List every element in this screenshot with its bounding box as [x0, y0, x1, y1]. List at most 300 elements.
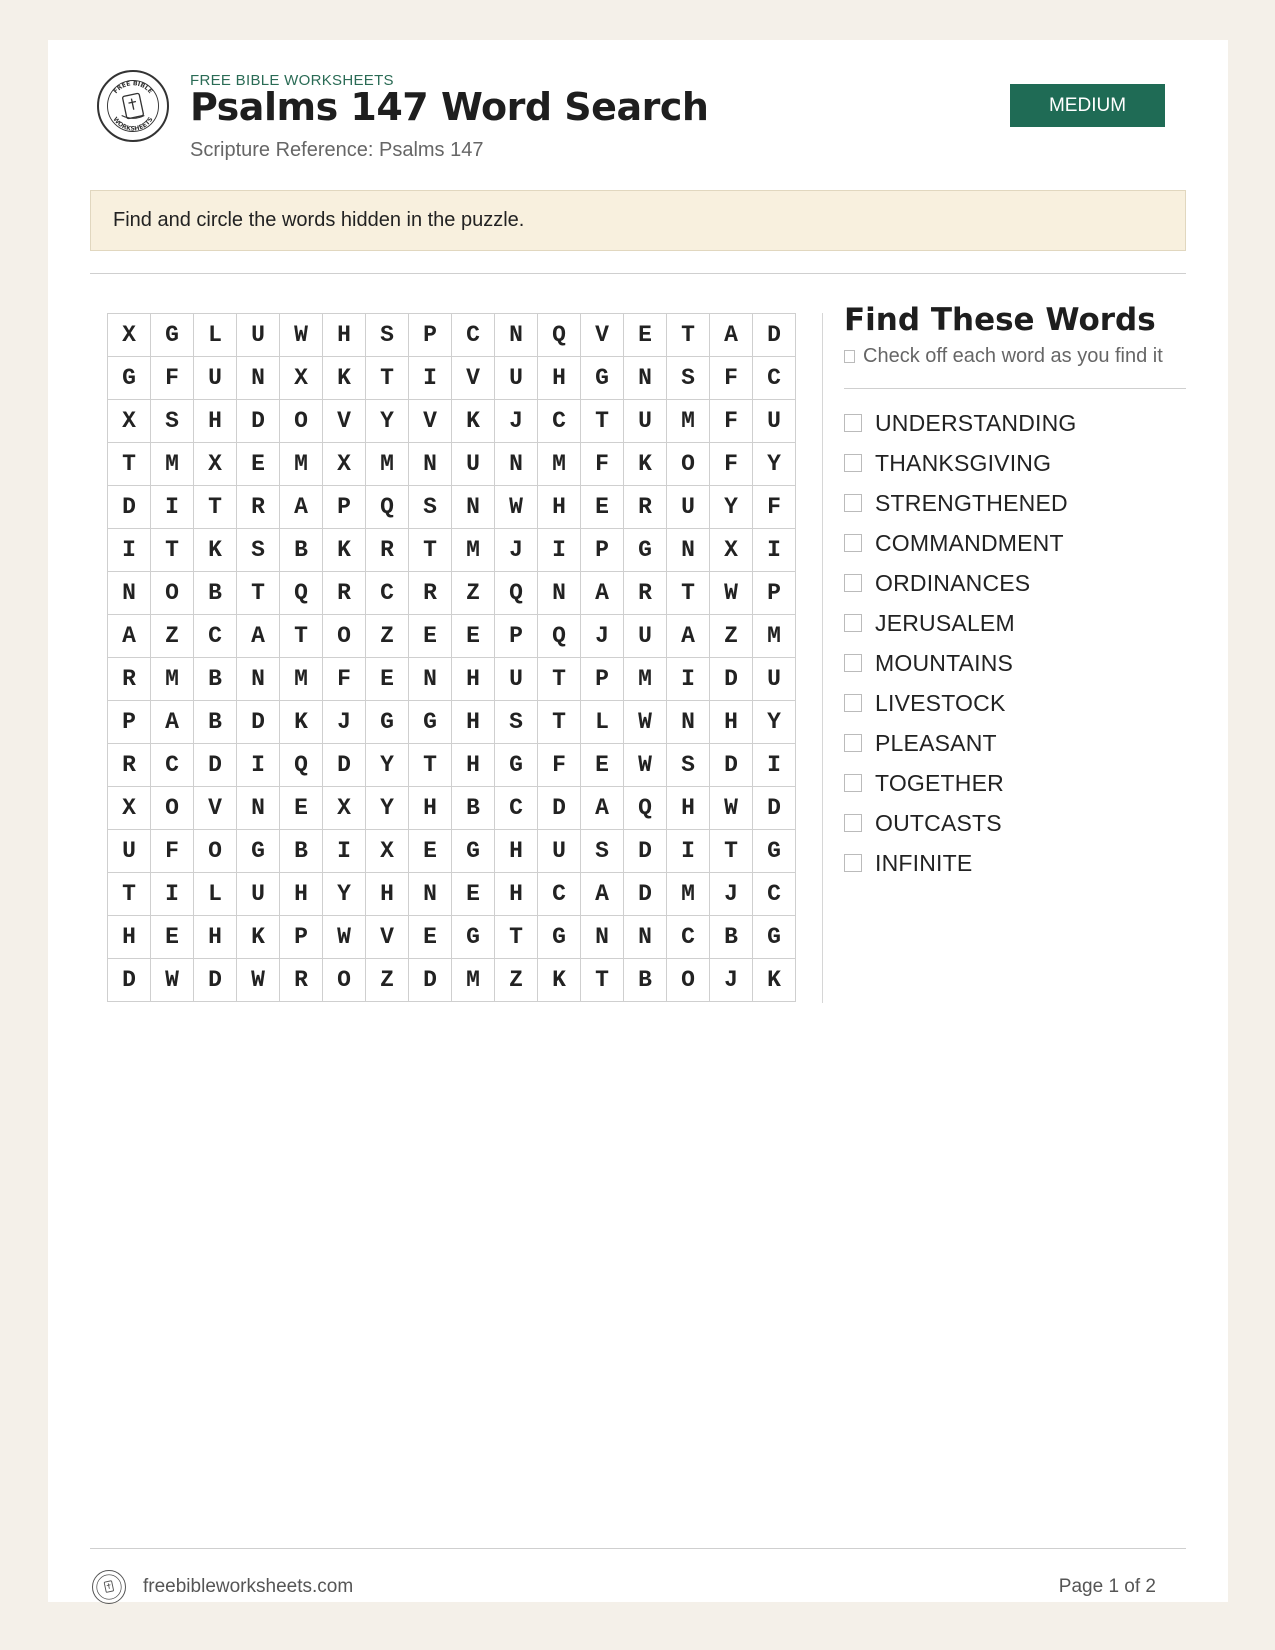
grid-cell: N — [667, 529, 710, 572]
footer-logo-icon — [92, 1570, 126, 1604]
grid-cell: K — [323, 529, 366, 572]
footer-site: freebibleworksheets.com — [143, 1576, 354, 1597]
grid-cell: C — [495, 787, 538, 830]
grid-cell: U — [624, 400, 667, 443]
grid-cell: Q — [366, 486, 409, 529]
grid-row — [108, 787, 796, 830]
grid-cell: T — [538, 658, 581, 701]
grid-cell: D — [237, 400, 280, 443]
grid-cell: K — [624, 443, 667, 486]
grid-cell: J — [495, 529, 538, 572]
svg-text:WORKSHEETS: WORKSHEETS — [111, 115, 155, 133]
grid-cell: H — [194, 916, 237, 959]
grid-cell: F — [581, 443, 624, 486]
footer-divider — [90, 1548, 1186, 1549]
grid-cell: M — [538, 443, 581, 486]
grid-cell: B — [280, 830, 323, 873]
grid-cell: V — [366, 916, 409, 959]
grid-cell: R — [409, 572, 452, 615]
word-checkbox[interactable] — [844, 614, 862, 632]
grid-cell: Y — [710, 486, 753, 529]
grid-cell: O — [194, 830, 237, 873]
grid-cell: R — [366, 529, 409, 572]
grid-cell: S — [581, 830, 624, 873]
grid-cell: N — [108, 572, 151, 615]
grid-cell: W — [495, 486, 538, 529]
grid-cell: D — [624, 830, 667, 873]
grid-cell: S — [667, 744, 710, 787]
grid-cell: D — [108, 486, 151, 529]
page-title: Psalms 147 Word Search — [190, 85, 709, 129]
grid-cell: N — [409, 658, 452, 701]
grid-cell: E — [409, 830, 452, 873]
grid-cell: O — [667, 959, 710, 1002]
grid-cell: O — [323, 959, 366, 1002]
grid-cell: U — [452, 443, 495, 486]
grid-cell: E — [452, 615, 495, 658]
grid-cell: A — [581, 787, 624, 830]
grid-cell: F — [710, 357, 753, 400]
word-checkbox[interactable] — [844, 734, 862, 752]
grid-cell: Z — [495, 959, 538, 1002]
grid-cell: R — [624, 486, 667, 529]
grid-cell: W — [280, 314, 323, 357]
grid-cell: W — [710, 572, 753, 615]
checkbox-icon — [844, 350, 855, 363]
grid-cell: G — [366, 701, 409, 744]
grid-cell: S — [667, 357, 710, 400]
grid-row — [108, 443, 796, 486]
grid-cell: F — [151, 357, 194, 400]
grid-cell: Y — [366, 400, 409, 443]
grid-cell: Q — [280, 744, 323, 787]
word-list-item — [844, 803, 1077, 843]
instructions-text: Find and circle the words hidden in the puzzle. — [113, 209, 525, 231]
word-list-item — [844, 763, 1077, 803]
grid-cell: S — [495, 701, 538, 744]
grid-cell: Q — [538, 615, 581, 658]
word-label: THANKSGIVING — [875, 449, 1052, 476]
grid-cell: N — [237, 357, 280, 400]
grid-cell: X — [280, 357, 323, 400]
grid-cell: Z — [366, 959, 409, 1002]
grid-cell: Z — [151, 615, 194, 658]
word-checkbox[interactable] — [844, 654, 862, 672]
grid-cell: F — [538, 744, 581, 787]
word-list-item — [844, 643, 1077, 683]
word-search-grid — [107, 313, 796, 1002]
grid-cell: C — [667, 916, 710, 959]
grid-cell: H — [323, 314, 366, 357]
grid-cell: E — [624, 314, 667, 357]
grid-cell: H — [280, 873, 323, 916]
grid-cell: G — [753, 830, 796, 873]
word-checkbox[interactable] — [844, 854, 862, 872]
grid-cell: H — [366, 873, 409, 916]
grid-cell: T — [667, 314, 710, 357]
word-label: JERUSALEM — [875, 609, 1015, 636]
grid-cell: D — [538, 787, 581, 830]
grid-cell: X — [108, 787, 151, 830]
grid-cell: I — [409, 357, 452, 400]
word-list — [844, 403, 1077, 883]
grid-cell: T — [151, 529, 194, 572]
word-checkbox[interactable] — [844, 574, 862, 592]
grid-row — [108, 314, 796, 357]
page-number: Page 1 of 2 — [1058, 1576, 1156, 1597]
grid-cell: R — [108, 744, 151, 787]
grid-cell: C — [194, 615, 237, 658]
grid-cell: J — [710, 873, 753, 916]
grid-cell: I — [538, 529, 581, 572]
grid-cell: H — [710, 701, 753, 744]
grid-row — [108, 916, 796, 959]
grid-cell: T — [194, 486, 237, 529]
grid-cell: V — [409, 400, 452, 443]
grid-row — [108, 701, 796, 744]
grid-cell: U — [108, 830, 151, 873]
grid-cell: N — [237, 658, 280, 701]
grid-cell: X — [194, 443, 237, 486]
grid-row — [108, 572, 796, 615]
grid-cell: N — [495, 443, 538, 486]
grid-row — [108, 658, 796, 701]
grid-cell: B — [194, 658, 237, 701]
grid-cell: T — [667, 572, 710, 615]
grid-cell: W — [624, 701, 667, 744]
grid-cell: N — [538, 572, 581, 615]
grid-cell: H — [538, 357, 581, 400]
grid-cell: D — [710, 744, 753, 787]
word-list-item — [844, 683, 1077, 723]
grid-cell: N — [452, 486, 495, 529]
word-checkbox[interactable] — [844, 694, 862, 712]
grid-cell: J — [495, 400, 538, 443]
word-checkbox[interactable] — [844, 774, 862, 792]
grid-cell: M — [151, 658, 194, 701]
grid-cell: Q — [495, 572, 538, 615]
grid-cell: P — [108, 701, 151, 744]
grid-cell: M — [667, 400, 710, 443]
grid-cell: K — [753, 959, 796, 1002]
grid-cell: Q — [624, 787, 667, 830]
grid-cell: G — [753, 916, 796, 959]
grid-cell: H — [452, 744, 495, 787]
grid-cell: D — [409, 959, 452, 1002]
grid-cell: T — [366, 357, 409, 400]
grid-row — [108, 744, 796, 787]
grid-cell: I — [753, 529, 796, 572]
grid-cell: F — [323, 658, 366, 701]
grid-cell: T — [108, 443, 151, 486]
grid-cell: H — [495, 873, 538, 916]
grid-cell: J — [581, 615, 624, 658]
word-checkbox[interactable] — [844, 414, 862, 432]
grid-cell: N — [495, 314, 538, 357]
grid-cell: X — [108, 314, 151, 357]
grid-cell: P — [280, 916, 323, 959]
grid-cell: Q — [538, 314, 581, 357]
word-list-item — [844, 723, 1077, 763]
grid-cell: I — [151, 486, 194, 529]
grid-row — [108, 400, 796, 443]
grid-cell: P — [581, 658, 624, 701]
grid-cell: M — [624, 658, 667, 701]
grid-cell: C — [538, 873, 581, 916]
grid-cell: W — [151, 959, 194, 1002]
grid-cell: P — [581, 529, 624, 572]
grid-row — [108, 357, 796, 400]
grid-cell: B — [624, 959, 667, 1002]
word-label: STRENGTHENED — [875, 489, 1068, 516]
grid-cell: T — [581, 400, 624, 443]
column-divider — [822, 313, 823, 1003]
grid-cell: L — [194, 314, 237, 357]
grid-cell: G — [409, 701, 452, 744]
grid-cell: A — [581, 572, 624, 615]
word-checkbox[interactable] — [844, 534, 862, 552]
grid-cell: E — [151, 916, 194, 959]
grid-cell: B — [194, 572, 237, 615]
grid-cell: M — [280, 658, 323, 701]
grid-cell: D — [710, 658, 753, 701]
grid-cell: C — [753, 873, 796, 916]
grid-cell: X — [323, 443, 366, 486]
grid-cell: G — [495, 744, 538, 787]
word-checkbox[interactable] — [844, 494, 862, 512]
word-label: MOUNTAINS — [875, 649, 1014, 676]
grid-cell: S — [409, 486, 452, 529]
grid-row — [108, 529, 796, 572]
grid-cell: I — [667, 658, 710, 701]
grid-cell: U — [495, 658, 538, 701]
grid-cell: C — [753, 357, 796, 400]
word-label: INFINITE — [875, 849, 973, 876]
grid-cell: T — [710, 830, 753, 873]
grid-cell: R — [237, 486, 280, 529]
grid-cell: A — [667, 615, 710, 658]
grid-cell: O — [151, 787, 194, 830]
grid-cell: N — [624, 357, 667, 400]
grid-cell: N — [667, 701, 710, 744]
grid-cell: G — [108, 357, 151, 400]
grid-cell: I — [323, 830, 366, 873]
grid-cell: E — [237, 443, 280, 486]
grid-cell: B — [452, 787, 495, 830]
difficulty-badge: MEDIUM — [1010, 84, 1165, 127]
word-checkbox[interactable] — [844, 454, 862, 472]
word-label: OUTCASTS — [875, 809, 1002, 836]
grid-cell: E — [452, 873, 495, 916]
divider — [844, 388, 1186, 389]
grid-cell: I — [753, 744, 796, 787]
grid-cell: D — [753, 787, 796, 830]
grid-cell: R — [280, 959, 323, 1002]
grid-cell: K — [323, 357, 366, 400]
grid-cell: D — [194, 744, 237, 787]
grid-cell: H — [452, 658, 495, 701]
grid-cell: V — [194, 787, 237, 830]
grid-cell: N — [581, 916, 624, 959]
word-label: UNDERSTANDING — [875, 409, 1077, 436]
grid-cell: Y — [366, 787, 409, 830]
word-list-item — [844, 523, 1077, 563]
grid-cell: N — [237, 787, 280, 830]
grid-cell: I — [151, 873, 194, 916]
grid-cell: M — [753, 615, 796, 658]
grid-cell: M — [452, 529, 495, 572]
grid-cell: R — [624, 572, 667, 615]
grid-cell: U — [667, 486, 710, 529]
grid-cell: P — [753, 572, 796, 615]
grid-cell: N — [624, 916, 667, 959]
grid-cell: U — [495, 357, 538, 400]
grid-cell: W — [237, 959, 280, 1002]
divider — [90, 273, 1186, 274]
grid-cell: P — [495, 615, 538, 658]
grid-cell: H — [495, 830, 538, 873]
grid-cell: X — [323, 787, 366, 830]
grid-cell: G — [452, 830, 495, 873]
word-list-title: Find These Words — [844, 302, 1156, 338]
grid-cell: D — [194, 959, 237, 1002]
grid-cell: V — [323, 400, 366, 443]
grid-cell: E — [366, 658, 409, 701]
grid-cell: W — [624, 744, 667, 787]
grid-cell: E — [581, 486, 624, 529]
grid-cell: F — [753, 486, 796, 529]
grid-cell: G — [237, 830, 280, 873]
grid-cell: H — [667, 787, 710, 830]
word-label: COMMANDMENT — [875, 529, 1064, 556]
logo-icon — [97, 70, 169, 142]
grid-cell: V — [581, 314, 624, 357]
grid-cell: Z — [710, 615, 753, 658]
grid-cell: B — [710, 916, 753, 959]
grid-cell: T — [538, 701, 581, 744]
grid-cell: D — [753, 314, 796, 357]
word-checkbox[interactable] — [844, 814, 862, 832]
grid-cell: A — [710, 314, 753, 357]
grid-cell: K — [538, 959, 581, 1002]
grid-row — [108, 615, 796, 658]
grid-cell: U — [538, 830, 581, 873]
grid-cell: L — [581, 701, 624, 744]
grid-cell: K — [452, 400, 495, 443]
worksheet-page — [48, 40, 1228, 1602]
word-list-subtitle — [844, 345, 1163, 368]
grid-cell: U — [753, 400, 796, 443]
grid-cell: A — [237, 615, 280, 658]
grid-cell: C — [452, 314, 495, 357]
grid-cell: H — [108, 916, 151, 959]
grid-cell: J — [323, 701, 366, 744]
grid-cell: W — [323, 916, 366, 959]
grid-cell: F — [710, 443, 753, 486]
grid-cell: Q — [280, 572, 323, 615]
word-list-subtitle-text: Check off each word as you find it — [863, 345, 1163, 367]
grid-cell: E — [409, 615, 452, 658]
grid-cell: N — [409, 873, 452, 916]
grid-cell: X — [108, 400, 151, 443]
grid-cell: Y — [753, 701, 796, 744]
grid-cell: A — [151, 701, 194, 744]
grid-cell: K — [237, 916, 280, 959]
grid-cell: D — [624, 873, 667, 916]
grid-cell: X — [710, 529, 753, 572]
word-label: ORDINANCES — [875, 569, 1031, 596]
grid-cell: E — [581, 744, 624, 787]
word-list-item — [844, 603, 1077, 643]
instructions-box — [90, 190, 1186, 251]
grid-cell: M — [151, 443, 194, 486]
grid-cell: A — [581, 873, 624, 916]
grid-row — [108, 830, 796, 873]
grid-cell: J — [710, 959, 753, 1002]
grid-cell: I — [237, 744, 280, 787]
grid-cell: Y — [366, 744, 409, 787]
word-label: LIVESTOCK — [875, 689, 1006, 716]
grid-cell: I — [108, 529, 151, 572]
grid-cell: T — [581, 959, 624, 1002]
grid-cell: K — [194, 529, 237, 572]
grid-cell: T — [237, 572, 280, 615]
grid-cell: O — [280, 400, 323, 443]
grid-row — [108, 873, 796, 916]
grid-cell: F — [151, 830, 194, 873]
grid-cell: Z — [452, 572, 495, 615]
grid-cell: H — [409, 787, 452, 830]
grid-cell: W — [710, 787, 753, 830]
grid-cell: A — [280, 486, 323, 529]
header — [48, 40, 1228, 190]
word-label: TOGETHER — [875, 769, 1004, 796]
grid-cell: R — [108, 658, 151, 701]
grid-cell: M — [452, 959, 495, 1002]
grid-cell: U — [194, 357, 237, 400]
grid-cell: F — [710, 400, 753, 443]
grid-cell: U — [237, 873, 280, 916]
grid-cell: R — [323, 572, 366, 615]
grid-cell: T — [409, 529, 452, 572]
grid-cell: T — [495, 916, 538, 959]
grid-cell: B — [280, 529, 323, 572]
word-list-item — [844, 843, 1077, 883]
grid-cell: X — [366, 830, 409, 873]
svg-text:FREE BIBLE: FREE BIBLE — [112, 80, 154, 96]
grid-cell: L — [194, 873, 237, 916]
grid-cell: D — [237, 701, 280, 744]
grid-cell: G — [538, 916, 581, 959]
grid-cell: V — [452, 357, 495, 400]
grid-cell: T — [280, 615, 323, 658]
grid-cell: I — [667, 830, 710, 873]
grid-cell: Z — [366, 615, 409, 658]
grid-cell: T — [108, 873, 151, 916]
brand-label: FREE BIBLE WORKSHEETS — [190, 72, 394, 89]
grid-cell: Y — [323, 873, 366, 916]
grid-cell: G — [581, 357, 624, 400]
grid-cell: B — [194, 701, 237, 744]
word-list-item — [844, 443, 1077, 483]
word-list-item — [844, 403, 1077, 443]
grid-cell: O — [323, 615, 366, 658]
grid-cell: N — [409, 443, 452, 486]
grid-row — [108, 959, 796, 1002]
grid-row — [108, 486, 796, 529]
grid-cell: Y — [753, 443, 796, 486]
scripture-reference: Scripture Reference: Psalms 147 — [190, 139, 484, 161]
